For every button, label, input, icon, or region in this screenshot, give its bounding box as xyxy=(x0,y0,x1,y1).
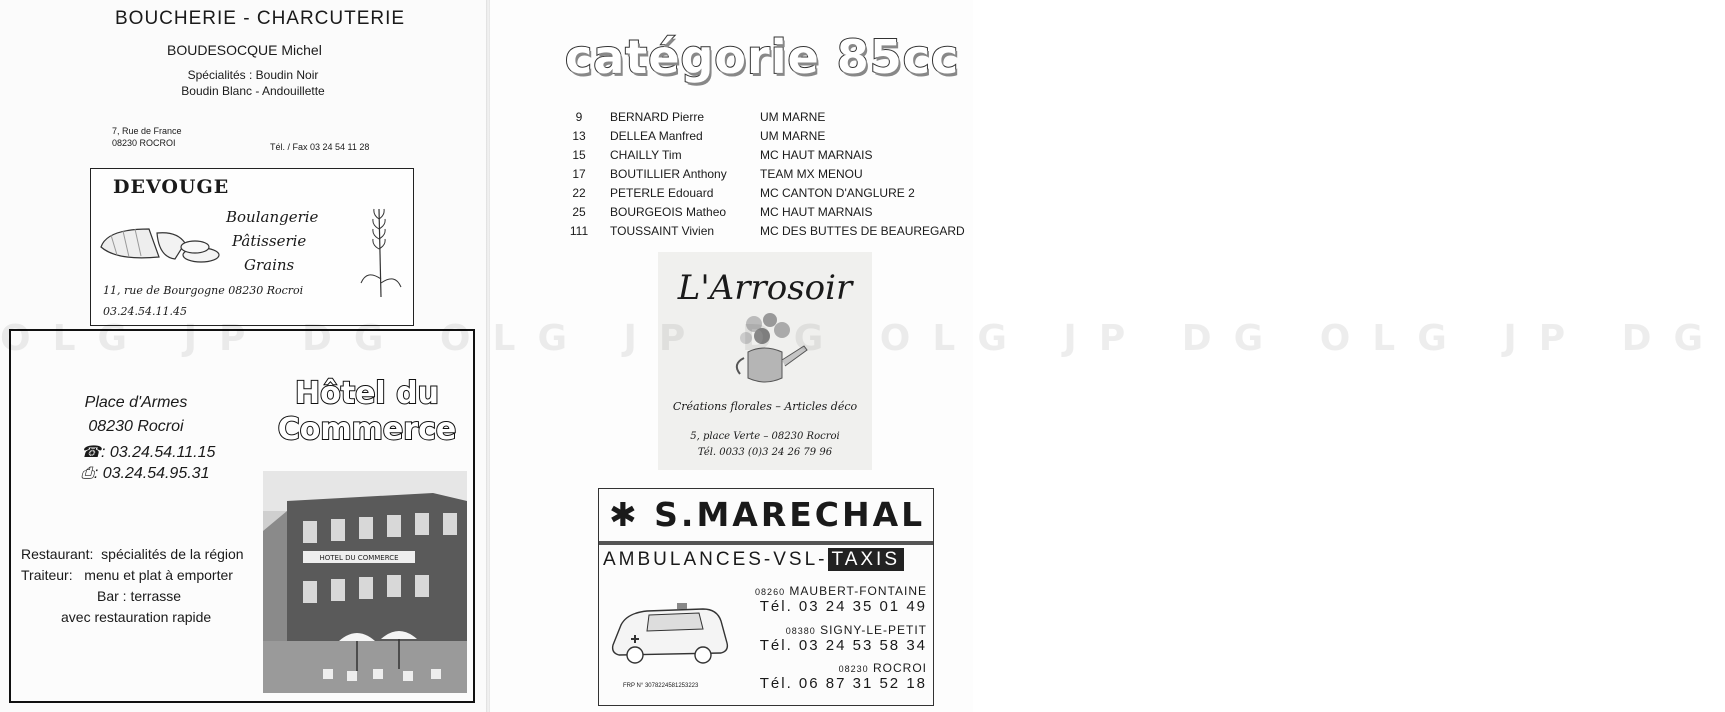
service-restaurant xyxy=(21,544,244,565)
wheat-illustration xyxy=(357,199,403,299)
rider-row xyxy=(560,183,965,202)
rocroi-postcode: 08230 xyxy=(838,664,869,674)
rider-number: 17 xyxy=(572,166,586,181)
rider-club: UM MARNE xyxy=(760,128,826,143)
hotel-sign-text: HOTEL DU COMMERCE xyxy=(319,554,399,562)
signy-postcode: 08380 xyxy=(785,626,816,636)
hotel-contacts xyxy=(81,442,215,484)
location-maubert xyxy=(755,584,927,615)
hotel-phone: 03.24.54.11.15 xyxy=(109,444,216,461)
signy-phone: Tél. 03 24 53 58 34 xyxy=(759,637,927,654)
services-text: AMBULANCES-VSL- xyxy=(603,549,828,570)
traiteur-label: Traiteur: xyxy=(21,567,73,583)
ambulance-illustration xyxy=(607,599,735,667)
arrosoir-contact xyxy=(658,429,872,461)
rider-number: 22 xyxy=(572,185,586,200)
service-traiteur xyxy=(21,565,244,586)
boucherie-title: BOUCHERIE - CHARCUTERIE xyxy=(115,8,406,29)
rider-club: MC HAUT MARNAIS xyxy=(760,147,873,162)
item-boulangerie: Boulangerie xyxy=(226,208,319,226)
marechal-ad xyxy=(598,488,934,706)
item-patisserie: Pâtisserie xyxy=(232,232,307,250)
hotel-services xyxy=(21,544,244,628)
rider-club: UM MARNE xyxy=(760,109,826,124)
location-signy xyxy=(760,623,927,654)
rider-club: MC CANTON D'ANGLURE 2 xyxy=(760,185,915,200)
boucherie-owner: BOUDESOCQUE Michel xyxy=(167,42,322,58)
rider-row xyxy=(560,107,965,126)
specialties-line-2: Boudin Blanc - Andouillette xyxy=(181,84,325,98)
bar-text: terrasse xyxy=(130,588,182,604)
marechal-name: S.MARECHAL xyxy=(654,495,926,534)
telephone-icon: ☎ xyxy=(81,444,101,461)
rider-row xyxy=(560,221,965,240)
rider-name: BOURGEOIS Matheo xyxy=(610,204,727,219)
boucherie-phone: Tél. / Fax 03 24 54 11 28 xyxy=(270,142,370,152)
devouge-ad xyxy=(90,168,414,326)
maubert-postcode: 08260 xyxy=(755,587,786,597)
hotel-fax: 03.24.54.95.31 xyxy=(102,465,210,482)
marechal-registration: FRP N° 3078224581253223 xyxy=(623,683,699,689)
rider-number: 9 xyxy=(575,109,583,124)
maubert-town: MAUBERT-FONTAINE xyxy=(789,584,927,598)
rider-number: 111 xyxy=(569,223,589,238)
devouge-items xyxy=(226,205,318,277)
boucherie-address xyxy=(112,125,182,149)
devouge-address: 11, rue de Bourgogne 08230 Rocroi xyxy=(103,284,304,297)
hotel-title-line-1: Hôtel du xyxy=(295,376,439,411)
marechal-title xyxy=(609,495,925,534)
specialties-line-1: Spécialités : Boudin Noir xyxy=(187,68,319,82)
maubert-phone: Tél. 03 24 35 01 49 xyxy=(759,598,927,615)
rider-name: TOUSSAINT Vivien xyxy=(610,223,715,238)
arrosoir-name: L'Arrosoir xyxy=(677,268,853,308)
service-bar xyxy=(21,586,244,607)
hotel-phone-row: ☎: 03.24.54.11.15 xyxy=(81,444,216,461)
rider-row xyxy=(560,202,965,221)
rider-name: BERNARD Pierre xyxy=(610,109,705,124)
riders-table xyxy=(560,107,965,240)
devouge-phone: 03.24.54.11.45 xyxy=(103,305,187,318)
bar-label: Bar : xyxy=(97,588,127,604)
rider-club: TEAM MX MENOU xyxy=(760,166,863,181)
arrosoir-address: 5, place Verte – 08230 Rocroi xyxy=(690,431,840,442)
taxis-badge: TAXIS xyxy=(828,548,905,571)
hotel-fax-row: ⎙: 03.24.54.95.31 xyxy=(81,465,210,482)
star-of-life-icon: ✱ xyxy=(609,495,640,534)
rider-name: CHAILLY Tim xyxy=(610,147,682,162)
restaurant-text: spécialités de la région xyxy=(101,546,244,562)
service-bar-2: avec restauration rapide xyxy=(61,609,212,625)
arrosoir-subtitle: Créations florales – Articles déco xyxy=(672,400,858,413)
rider-row xyxy=(560,164,965,183)
rider-club: MC HAUT MARNAIS xyxy=(760,204,873,219)
address-line-2: 08230 ROCROI xyxy=(112,138,176,148)
rider-row xyxy=(560,126,965,145)
hotel-title-line-2: Commerce xyxy=(277,412,457,447)
item-grains: Grains xyxy=(244,256,295,274)
devouge-name: DEVOUGE xyxy=(113,176,230,198)
marechal-divider xyxy=(599,541,933,545)
hotel-place: Place d'Armes xyxy=(84,394,188,411)
hotel-photo xyxy=(263,471,467,693)
fax-icon: ⎙ xyxy=(81,465,94,482)
traiteur-text: menu et plat à emporter xyxy=(84,567,233,583)
rider-number: 25 xyxy=(572,204,586,219)
rocroi-phone: Tél. 06 87 31 52 18 xyxy=(759,675,927,692)
boucherie-specialties xyxy=(0,67,486,99)
bread-illustration xyxy=(97,217,223,267)
rider-club: MC DES BUTTES DE BEAUREGARD xyxy=(760,223,965,238)
rider-name: BOUTILLIER Anthony xyxy=(610,166,727,181)
arrosoir-phone: Tél. 0033 (0)3 24 26 79 96 xyxy=(697,447,833,458)
location-rocroi xyxy=(760,661,927,692)
rider-name: DELLEA Manfred xyxy=(610,128,703,143)
marechal-services xyxy=(603,549,904,571)
rocroi-town: ROCROI xyxy=(873,661,927,675)
rider-number: 13 xyxy=(572,128,586,143)
rider-number: 15 xyxy=(572,147,586,162)
watermark: OLG JP DG OLG JP DG OLG JP DG OLG JP DG xyxy=(0,318,1725,359)
rider-name: PETERLE Edouard xyxy=(610,185,714,200)
signy-town: SIGNY-LE-PETIT xyxy=(820,623,927,637)
rider-row xyxy=(560,145,965,164)
category-title: catégorie 85cc xyxy=(565,30,960,84)
restaurant-label: Restaurant: xyxy=(21,546,94,562)
hotel-city: 08230 Rocroi xyxy=(88,418,184,435)
hotel-address xyxy=(11,391,261,439)
address-line-1: 7, Rue de France xyxy=(112,126,182,136)
